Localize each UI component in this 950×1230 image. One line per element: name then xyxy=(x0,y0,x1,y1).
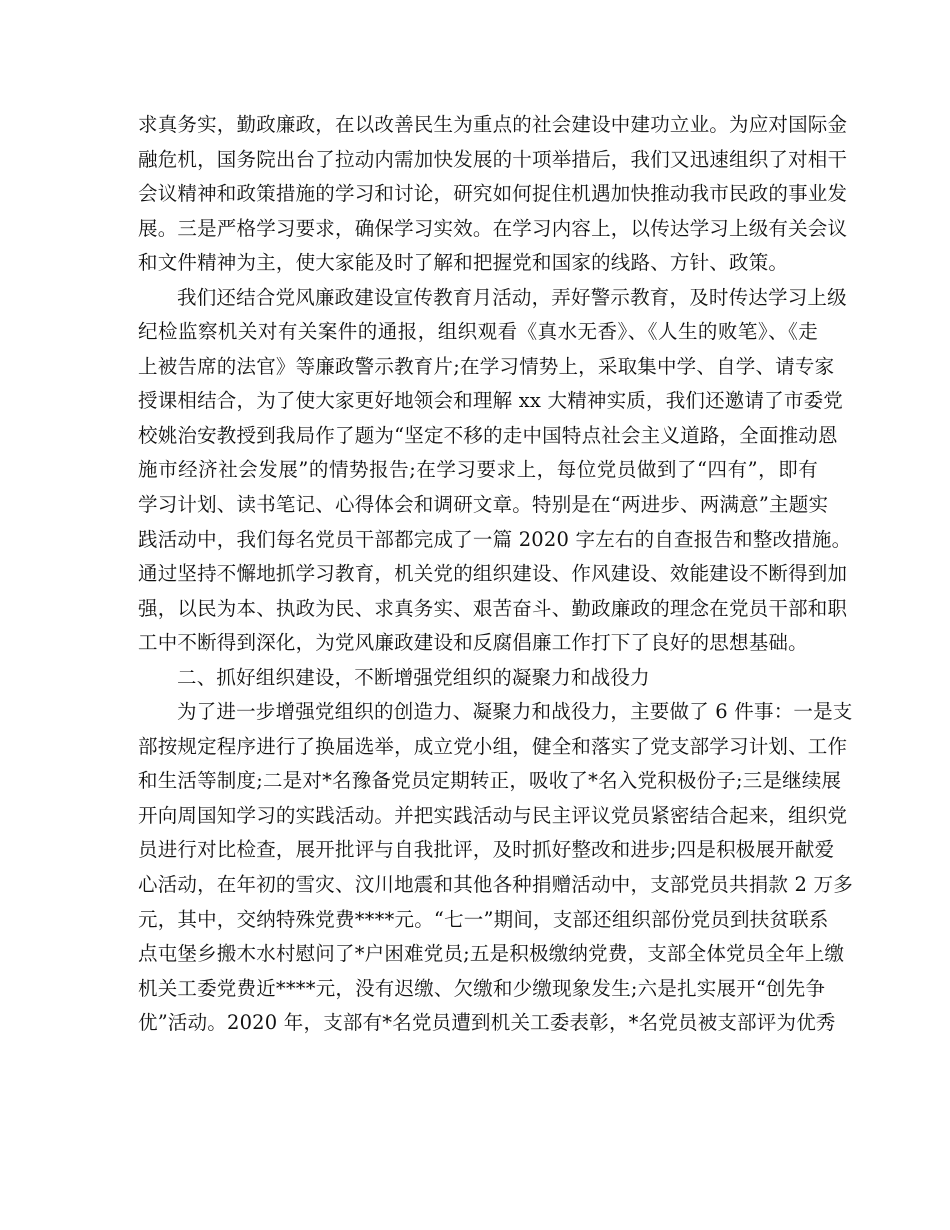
document-body xyxy=(138,108,853,1041)
text-line: 部按规定程序进行了换届选举，成立党小组，健全和落实了党支部学习计划、工作 xyxy=(138,734,848,758)
text-line: 融危机，国务院出台了拉动内需加快发展的十项举措后，我们又迅速组织了对相干 xyxy=(138,147,848,171)
text-line: 心活动，在年初的雪灾、汶川地震和其他各种捐赠活动中，支部党员共捐款 2 万多 xyxy=(138,873,853,897)
text-line: 求真务实，勤政廉政，在以改善民生为重点的社会建设中建功立业。为应对国际金 xyxy=(138,113,848,136)
text-line: 开向周国知学习的实践活动。并把实践活动与民主评议党员紧密结合起来，组织党 xyxy=(138,803,848,827)
text-line: 通过坚持不懈地抓学习教育，机关党的组织建设、作风建设、效能建设不断得到加 xyxy=(138,562,848,586)
text-line: 工中不断得到深化，为党风廉政建设和反腐倡廉工作打下了良好的思想基础。 xyxy=(138,631,808,655)
text-line: 学习计划、读书笔记、心得体会和调研文章。特别是在“两进步、两满意”主题实 xyxy=(138,493,829,517)
text-line: 员进行对比检查，展开批评与自我批评，及时抓好整改和进步;四是积极展开献爱 xyxy=(138,838,835,862)
text-line: 践活动中，我们每名党员干部都完成了一篇 2020 字左右的自查报告和整改措施。 xyxy=(138,527,852,551)
text-line: 会议精神和政策措施的学习和讨论，研究如何捉住机遇加快推动我市民政的事业发 xyxy=(138,182,848,206)
text-line: 和文件精神为主，使大家能及时了解和把握党和国家的线路、方针、政策。 xyxy=(138,251,789,275)
text-line: 元，其中，交纳特殊党费****元。“七一”期间，支部还组织部份党员到扶贫联系 xyxy=(138,907,829,931)
text-line: 强，以民为本、执政为民、求真务实、艰苦奋斗、勤政廉政的理念在党员干部和职 xyxy=(138,596,848,620)
text-line: 校姚治安教授到我局作了题为“坚定不移的走中国特点社会主义道路，全面推动恩 xyxy=(138,423,838,447)
text-line: 授课相结合，为了使大家更好地领会和理解 xx 大精神实质，我们还邀请了市委党 xyxy=(138,389,843,413)
text-line: 施市经济社会发展”的情势报告;在学习要求上，每位党员做到了“四有”，即有 xyxy=(138,458,818,482)
text-line: 展。三是严格学习要求，确保学习实效。在学习内容上，以传达学习上级有关会议 xyxy=(138,216,848,240)
text-line: 优”活动。2020 年，支部有*名党员遭到机关工委表彰，*名党员被支部评为优秀 xyxy=(138,1011,836,1035)
text-line: 机关工委党费近****元，没有迟缴、欠缴和少缴现象发生;六是扎实展开“创先争 xyxy=(138,976,826,1000)
text-line: 我们还结合党风廉政建设宣传教育月活动，弄好警示教育，及时传达学习上级 xyxy=(177,285,847,309)
text-line: 和生活等制度;二是对*名豫备党员定期转正，吸收了*名入党积极份子;三是继续展 xyxy=(138,769,842,793)
text-line: 纪检监察机关对有关案件的通报，组织观看《真水无香》、《人生的败笔》、《走 xyxy=(138,320,818,344)
text-line: 上被告席的法官》等廉政警示教育片;在学习情势上，采取集中学、自学、请专家 xyxy=(138,354,835,378)
text-line: 二、抓好组织建设，不断增强党组织的凝聚力和战役力 xyxy=(177,665,650,689)
text-line: 点屯堡乡搬木水村慰问了*户困难党员;五是积极缴纳党费，支部全体党员全年上缴 xyxy=(138,942,845,966)
text-line: 为了进一步增强党组织的创造力、凝聚力和战役力，主要做了 6 件事：一是支 xyxy=(177,700,853,724)
